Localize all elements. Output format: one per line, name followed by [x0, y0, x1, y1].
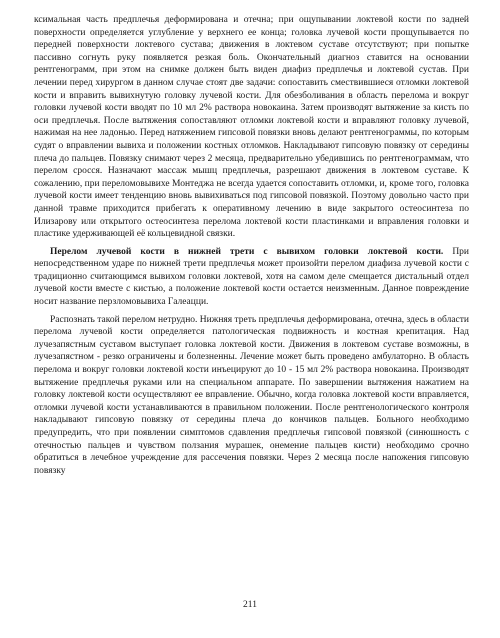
paragraph-2-text: При непосредственном ударе по нижней трети предплечья может произойти перелом диафиза лучевой кости с традиционно считающимся вывихом головки локтевой, хотя на самом деле смещается дистальный отдел лучевой кости вместе с кистью, а положение локтевой кости остается неизменным. Данное повреждение носит название перзломовывиха Галеацци. — [34, 246, 470, 308]
paragraph-2 — [34, 246, 469, 309]
page-number: 211 — [243, 600, 257, 610]
paragraph-3: Распознать такой перелом нетрудно. Нижняя треть предплечья деформирована, отечна, здесь в области перелома лучевой кости определяется патологическая подвижность и костная крепитация. Над лучезапястным суставом выступает головка локтевой кости. Движения в локтевом суставе возможны, в лучезапястном - резко ограничены и болезненны. Лечение может быть проведено амбулаторно. В область перелома и вокруг головки локтевой кости инъецируют до 10 - 15 мл 2% раствора новокаина. Производят вытяжение предплечья руками или на специальном аппарате. По завершении вытяжения нажатием на головку локтевой кости осуществляют ее вправление. Обычно, когда головка локтевой кости вправляется, отломки лучевой кости устанавливаются в правильном положении. После рентгенологического контроля накладывают гипсовую повязку от середины плеча до кончиков пальцев. Больного необходимо предупредить, что при появлении симптомов сдавления предплечья гипсовой повязкой (синюшность с отечностью пальцев и чувством ползания мурашек, онемение пальцев кисти) необходимо срочно обратиться в лечебное учреждение для рассечения повязки. Через 2 месяца после напожения гипсовую повязку — [34, 314, 469, 476]
paragraph-1: ксимальная часть предплечья деформирована и отечна; при ощупывании локтевой кости по задней поверхности определяется углубление у верхнего ее конца; головка лучевой кости прощупывается по передней поверхности локтевого сустава; движения в локтевом суставе отсутствуют; при попытке пассивно согнуть руку появляется резкая боль. Окончательный диагноз ставится на основании рентгенограмм, при этом на снимке должен быть виден диафиз предплечья и локтевой сустав. При лечении перед хирургом в данном случае стоят две задачи: сопоставить смествившиеся отломки локтевой кости и вправить вывихнутую головку лучевой кости. Для обезболивания в область перелома и вокруг головки лучевой кости вводят по 10 мл 2% раствора новокаина. Затем производят вытяжение за кисть по оси предплечья. После вытяжения сопоставляют отломки локтевой кости и вправляют головку лучевой, нажимая на нее ладонью. Перед натяжением гипсовой повязки вновь делают рентгенограммы, по которым судят о вправлении вывиха и положении костных отломков. Накладывают гипсовую повязку от середины плеча до пальцев. Повязку снимают через 2 месяца, предварительно убедившись по рентгенограммам, что перелом сросся. Назначают массаж мышц предплечья, разрешают движения в локтевом суставе. К сожалению, при переломовывихе Монтеджа не всегда удается сопоставить отломки, и, кроме того, головка лучевой кости имеет тенденцию вновь вывихиваться под гипсовой повязкой. Поэтому довольно часто при данной травме приходится прибегать к оперативному лечению в виде закрытого остеосинтеза по Илизарову или открытого остеосинтеза перелома локтевой кости пластинками и вправления головки и пластике удерживающей её кольцевидной связки. — [34, 15, 469, 240]
section-heading: Перелом лучевой кости в нижней трети с вывихом головки локтевой кости. — [50, 246, 444, 257]
page-body — [34, 14, 469, 477]
